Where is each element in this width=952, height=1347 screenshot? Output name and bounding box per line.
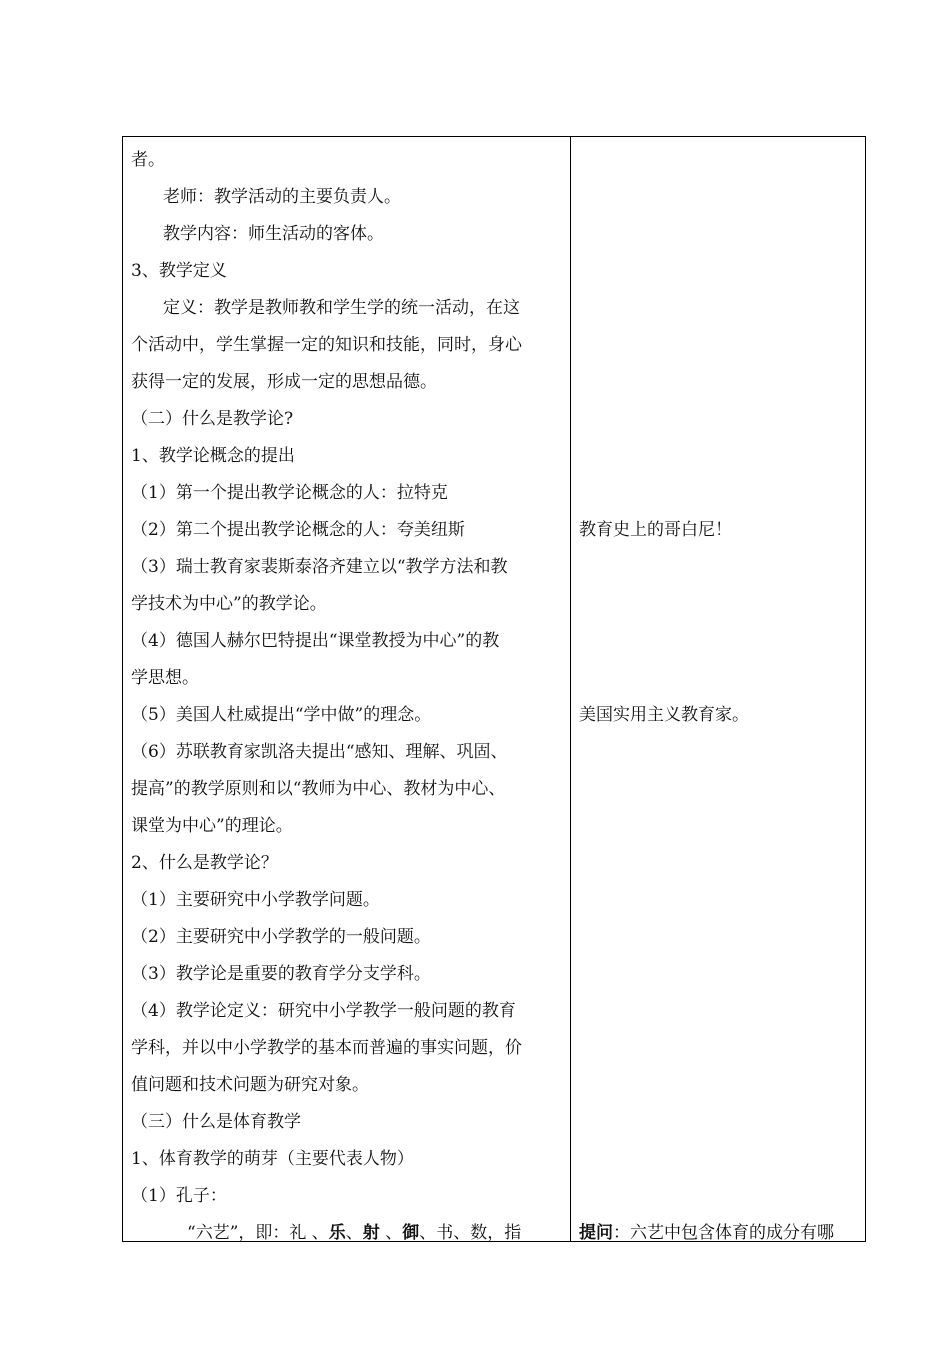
list-item: （2）第二个提出教学论概念的人：夸美纽斯 [131, 520, 465, 540]
six-arts-yu: 御 [402, 1223, 420, 1243]
question-label: 提问 [579, 1223, 613, 1243]
text-line: 学思想。 [131, 668, 199, 688]
section-heading: （二）什么是教学论? [131, 409, 294, 429]
six-arts-prefix: “六艺”，即：礼 、 [187, 1223, 329, 1243]
list-item: （1）主要研究中小学教学问题。 [131, 890, 380, 910]
text-line: 值问题和技术问题为研究对象。 [131, 1075, 369, 1095]
text-line: 课堂为中心”的理论。 [131, 816, 293, 836]
text-line: 老师：教学活动的主要负责人。 [163, 187, 401, 207]
text-line: 获得一定的发展，形成一定的思想品德。 [131, 372, 437, 392]
list-item: （6）苏联教育家凯洛夫提出“感知、理解、巩固、 [131, 742, 508, 762]
section-heading: 2、什么是教学论？ [131, 853, 278, 873]
six-arts-sep: 、 [345, 1223, 363, 1243]
question-note [579, 1215, 861, 1252]
text-line: 学技术为中心”的教学论。 [131, 594, 327, 614]
text-line: 学科，并以中小学教学的基本而普遍的事实问题，价 [131, 1038, 522, 1058]
note-copernicus: 教育史上的哥白尼！ [579, 520, 732, 540]
six-arts-she: 射 [362, 1223, 380, 1243]
list-item: （3）瑞士教育家裴斯泰洛齐建立以“教学方法和教 [131, 557, 508, 577]
column-divider [570, 137, 571, 1241]
section-heading: （三）什么是体育教学 [131, 1112, 301, 1132]
list-item: （3）教学论是重要的教育学分支学科。 [131, 964, 431, 984]
six-arts-sep: 、 [379, 1223, 403, 1243]
text-line: 者。 [131, 150, 165, 170]
list-item: （1）孔子： [131, 1186, 227, 1206]
list-item: （4）教学论定义：研究中小学教学一般问题的教育 [131, 1001, 516, 1021]
section-heading: 1、体育教学的萌芽（主要代表人物） [131, 1149, 414, 1169]
section-heading: 1、教学论概念的提出 [131, 446, 295, 466]
text-line: 定义：教学是教师教和学生学的统一活动，在这 [163, 298, 520, 318]
six-arts-suffix: 、书、数，指 [419, 1223, 522, 1243]
six-arts-line [187, 1215, 563, 1252]
lesson-table [122, 136, 866, 1242]
six-arts-yue: 乐 [328, 1223, 346, 1243]
text-line: 提高”的教学原则和以“教师为中心、教材为中心、 [131, 779, 506, 799]
text-line: 个活动中，学生掌握一定的知识和技能，同时，身心 [131, 335, 522, 355]
list-item: （1）第一个提出教学论概念的人：拉特克 [131, 483, 448, 503]
list-item: （4）德国人赫尔巴特提出“课堂教授为中心”的教 [131, 631, 500, 651]
text-line: 教学内容：师生活动的客体。 [163, 224, 384, 244]
note-dewey: 美国实用主义教育家。 [579, 705, 749, 725]
section-heading: 3、教学定义 [131, 261, 227, 281]
question-text: ：六艺中包含体育的成分有哪 [613, 1223, 834, 1243]
list-item: （2）主要研究中小学教学的一般问题。 [131, 927, 431, 947]
list-item: （5）美国人杜威提出“学中做”的理念。 [131, 705, 432, 725]
